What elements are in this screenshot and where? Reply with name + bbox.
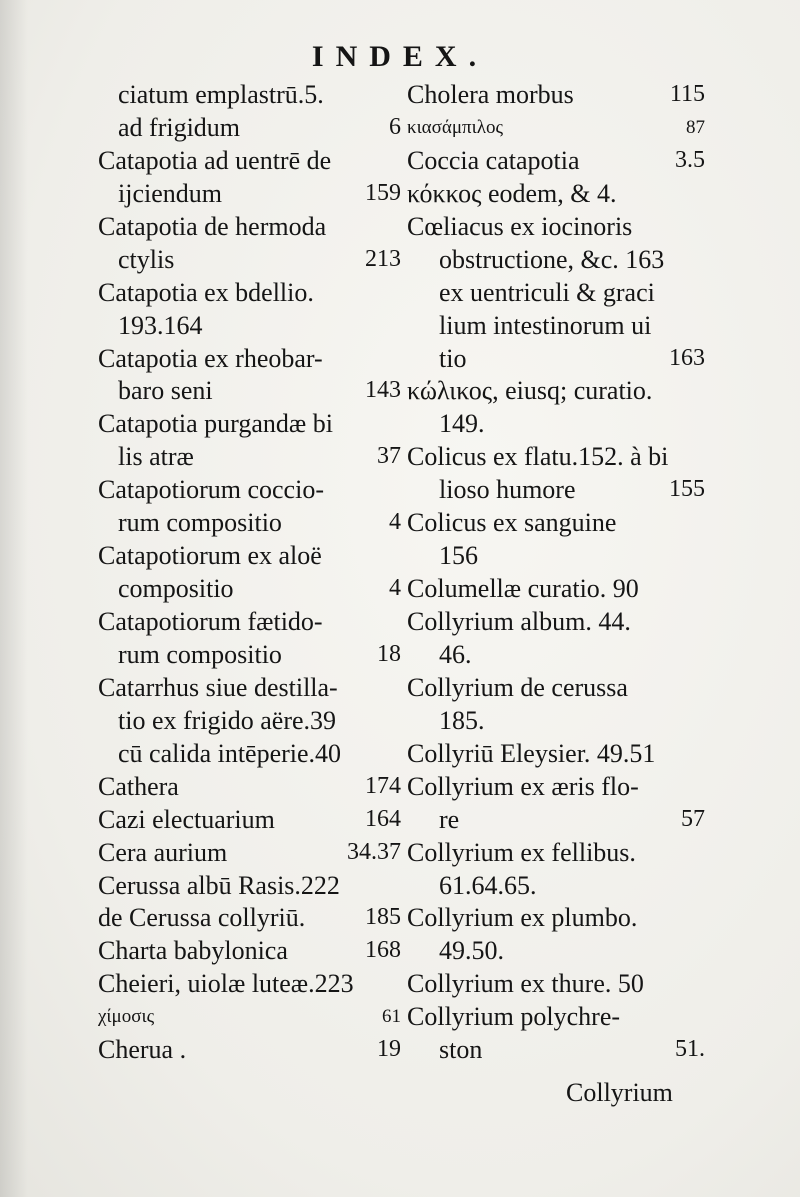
index-entry-text: Catapotia de hermoda bbox=[98, 211, 327, 241]
index-entry-text: Catapotiorum coccio- bbox=[98, 475, 324, 505]
index-entry bbox=[407, 901, 707, 934]
index-entry bbox=[98, 1033, 403, 1066]
index-entry bbox=[98, 605, 403, 638]
index-entry bbox=[98, 901, 403, 934]
index-entry-text: Coccia catapotia bbox=[407, 145, 580, 175]
index-entry bbox=[98, 967, 403, 1000]
index-entry bbox=[407, 737, 707, 770]
index-entry bbox=[98, 572, 403, 605]
index-entry bbox=[407, 572, 707, 605]
index-entry-text: de Cerussa collyriū. bbox=[98, 903, 306, 933]
index-entry-page-number: 168 bbox=[365, 937, 401, 964]
index-entry bbox=[98, 473, 403, 506]
index-entry-text: Cœliacus ex iocinoris bbox=[407, 211, 633, 241]
index-entry-page-number: 213 bbox=[365, 245, 401, 272]
index-entry bbox=[407, 144, 707, 177]
index-entry-text: Catapotia ad uentrē de bbox=[98, 145, 332, 175]
index-entry-text: 156 bbox=[439, 541, 478, 571]
index-entry-text: lioso humore bbox=[439, 475, 576, 505]
index-entry bbox=[407, 243, 707, 276]
index-entry-text: Collyriū Eleysier. 49.51 bbox=[407, 738, 656, 768]
index-entry-page-number: 61 bbox=[382, 1006, 401, 1028]
index-entry-text: κώλικος, eiusq; curatio. bbox=[407, 376, 653, 406]
index-entry-text: rum compositio bbox=[118, 508, 282, 538]
index-entry bbox=[98, 144, 403, 177]
index-entry-page-number: 155 bbox=[669, 476, 705, 503]
index-entry bbox=[407, 704, 707, 737]
index-entry-text: ciatum emplastrū.5. bbox=[118, 80, 324, 109]
index-entry-text: Columellæ curatio. 90 bbox=[407, 574, 639, 604]
index-entry-page-number: 3.5 bbox=[675, 146, 705, 173]
index-entry-text: Collyrium polychre- bbox=[407, 1002, 621, 1032]
index-entry bbox=[98, 440, 403, 473]
index-entry-text: Catapotia ex rheobar- bbox=[98, 343, 323, 373]
index-entry bbox=[98, 737, 403, 770]
index-entry-text: Cazi electuarium bbox=[98, 804, 275, 834]
index-entry bbox=[407, 836, 707, 869]
index-entry bbox=[98, 177, 403, 210]
index-entry-text: ad frigidum bbox=[118, 112, 241, 142]
index-entry-page-number: 34.37 bbox=[347, 838, 401, 865]
index-entry-text: re bbox=[439, 804, 460, 834]
index-entry-text: tio bbox=[439, 343, 467, 373]
index-entry bbox=[98, 803, 403, 836]
index-entry bbox=[407, 934, 707, 967]
index-entry-text: Charta babylonica bbox=[98, 936, 288, 966]
index-column-right bbox=[407, 78, 707, 1066]
index-entry-text: Collyrium ex fellibus. bbox=[407, 837, 636, 867]
index-entry-text: ctylis bbox=[118, 244, 175, 274]
index-entry bbox=[98, 243, 403, 276]
index-entry-text: 149. bbox=[439, 409, 485, 439]
index-entry-text: 46. bbox=[439, 639, 472, 669]
index-entry bbox=[407, 638, 707, 671]
index-column-left bbox=[98, 78, 403, 1066]
index-entry-text: κόκκος eodem, & 4. bbox=[407, 178, 617, 208]
index-entry bbox=[98, 539, 403, 572]
index-entry-text: κιασάμπιλος bbox=[407, 116, 503, 138]
index-entry bbox=[98, 276, 403, 309]
index-entry-text: Cheieri, uiolæ luteæ.223 bbox=[98, 969, 354, 999]
index-entry-text: Cathera bbox=[98, 771, 179, 801]
index-entry-text: Colicus ex sanguine bbox=[407, 508, 617, 538]
index-entry-text: Catarrhus siue destilla- bbox=[98, 672, 338, 702]
index-entry-page-number: 185 bbox=[365, 904, 401, 931]
index-entry-text: 61.64.65. bbox=[439, 870, 537, 900]
index-entry bbox=[98, 309, 403, 342]
index-entry-page-number: 164 bbox=[365, 805, 401, 832]
index-entry bbox=[407, 78, 707, 111]
index-entry bbox=[98, 374, 403, 407]
index-entry-text: rum compositio bbox=[118, 639, 282, 669]
index-entry bbox=[98, 342, 403, 375]
index-entry bbox=[407, 440, 707, 473]
index-entry-text: lis atræ bbox=[118, 442, 194, 472]
index-entry-page-number: 4 bbox=[389, 509, 401, 536]
page-header: INDEX. bbox=[311, 40, 489, 73]
index-entry bbox=[98, 934, 403, 967]
index-entry bbox=[98, 671, 403, 704]
index-entry-text: ston bbox=[439, 1035, 483, 1065]
index-entry-page-number: 4 bbox=[389, 575, 401, 602]
index-entry bbox=[98, 869, 403, 902]
index-entry-text: Colicus ex flatu.152. à bi bbox=[407, 442, 669, 472]
index-entry bbox=[407, 177, 707, 210]
index-entry-text: Collyrium de cerussa bbox=[407, 672, 628, 702]
index-entry-text: ijciendum bbox=[118, 178, 222, 208]
index-entry bbox=[407, 671, 707, 704]
index-entry bbox=[98, 111, 403, 144]
index-entry-text: Catapotia ex bdellio. bbox=[98, 277, 314, 307]
index-entry-text: Collyrium ex plumbo. bbox=[407, 903, 638, 933]
index-entry-text: obstructione, &c. 163 bbox=[439, 244, 665, 274]
index-entry-text: Collyrium album. 44. bbox=[407, 607, 631, 636]
index-entry bbox=[98, 836, 403, 869]
index-entry bbox=[407, 407, 707, 440]
index-entry bbox=[98, 770, 403, 803]
index-entry-page-number: 51. bbox=[675, 1036, 705, 1063]
index-entry-page-number: 163 bbox=[669, 344, 705, 371]
index-entry-text: Cherua . bbox=[98, 1035, 187, 1065]
index-entry-text: Cholera morbus bbox=[407, 80, 574, 109]
index-entry bbox=[98, 506, 403, 539]
index-entry-text: 193.164 bbox=[118, 310, 203, 340]
index-entry bbox=[98, 704, 403, 737]
index-entry-text: Cerussa albū Rasis.222 bbox=[98, 870, 340, 900]
index-entry-page-number: 37 bbox=[377, 443, 401, 470]
index-entry-text: χίμοσις bbox=[98, 1006, 155, 1028]
index-entry bbox=[407, 539, 707, 572]
index-entry-page-number: 115 bbox=[669, 81, 705, 107]
index-entry bbox=[407, 210, 707, 243]
index-entry bbox=[407, 869, 707, 902]
index-entry-text: 185. bbox=[439, 705, 485, 735]
index-entry-text: Catapotiorum ex aloë bbox=[98, 541, 322, 571]
index-entry bbox=[407, 276, 707, 309]
index-entry-text: tio ex frigido aëre.39 bbox=[118, 705, 337, 735]
index-entry-page-number: 143 bbox=[365, 377, 401, 404]
index-entry bbox=[98, 1000, 403, 1033]
index-entry-text: compositio bbox=[118, 574, 234, 604]
index-entry-text: Cera aurium bbox=[98, 837, 228, 867]
index-entry bbox=[407, 309, 707, 342]
index-entry-text: cū calida intēperie.40 bbox=[118, 738, 342, 768]
index-entry-text: Catapotiorum fætido- bbox=[98, 607, 323, 636]
index-entry-page-number: 57 bbox=[681, 805, 705, 832]
index-entry-text: lium intestinorum ui bbox=[439, 310, 652, 340]
index-entry bbox=[407, 1033, 707, 1066]
index-entry bbox=[407, 506, 707, 539]
index-entry-page-number: 174 bbox=[365, 772, 401, 799]
index-entry-page-number: 87 bbox=[686, 116, 705, 138]
index-entry bbox=[98, 78, 403, 111]
index-entry-text: ex uentriculi & graci bbox=[439, 277, 655, 307]
index-entry bbox=[407, 1000, 707, 1033]
index-entry-text: 49.50. bbox=[439, 936, 504, 966]
index-entry bbox=[407, 473, 707, 506]
index-entry bbox=[98, 210, 403, 243]
index-entry-page-number: 159 bbox=[365, 179, 401, 206]
index-entry-text: Collyrium ex æris flo- bbox=[407, 771, 639, 801]
index-entry-page-number: 19 bbox=[377, 1036, 401, 1063]
index-entry-page-number: 18 bbox=[377, 640, 401, 667]
index-entry bbox=[407, 111, 707, 144]
index-entry bbox=[407, 605, 707, 638]
index-entry-text: baro seni bbox=[118, 376, 213, 406]
index-entry bbox=[407, 342, 707, 375]
catchword: Collyrium bbox=[566, 1078, 673, 1107]
index-entry bbox=[407, 770, 707, 803]
index-entry-page-number: 6 bbox=[389, 113, 401, 140]
index-entry bbox=[98, 638, 403, 671]
index-entry bbox=[98, 407, 403, 440]
index-entry bbox=[407, 374, 707, 407]
index-entry-text: Catapotia purgandæ bi bbox=[98, 409, 333, 439]
index-entry-text: Collyrium ex thure. 50 bbox=[407, 969, 644, 999]
index-entry bbox=[407, 803, 707, 836]
index-entry bbox=[407, 967, 707, 1000]
